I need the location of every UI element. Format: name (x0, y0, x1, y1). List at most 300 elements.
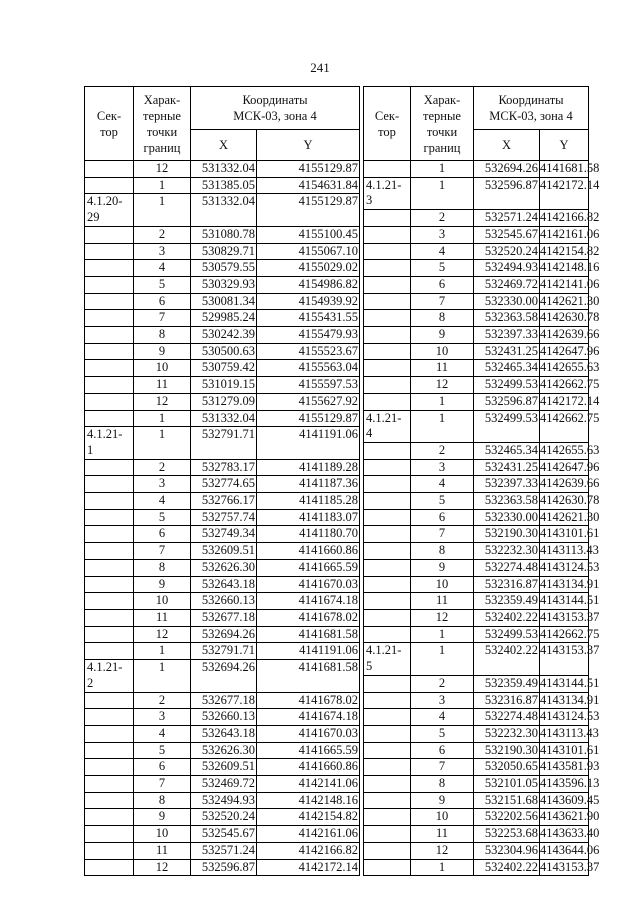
point-cell: 4 (411, 476, 474, 493)
point-cell: 7 (411, 293, 474, 310)
table-row (85, 809, 360, 826)
x-cell: 532397.33 (474, 327, 540, 344)
point-cell: 3 (134, 476, 191, 493)
table-row (85, 759, 360, 776)
y-cell: 4143153.37 (540, 643, 589, 675)
sector-cell (85, 509, 134, 526)
header-points (411, 87, 474, 161)
y-cell: 4142662.75 (540, 410, 589, 442)
table-row (364, 377, 589, 394)
point-cell: 2 (134, 459, 191, 476)
point-cell: 1 (134, 427, 191, 459)
x-cell: 532190.30 (474, 742, 540, 759)
sector-cell (85, 543, 134, 560)
table-row (364, 410, 589, 442)
table-row (85, 177, 360, 194)
point-cell: 9 (134, 576, 191, 593)
x-cell: 532232.30 (474, 543, 540, 560)
point-cell: 1 (411, 393, 474, 410)
sector-cell (85, 526, 134, 543)
sector-cell (85, 859, 134, 876)
y-cell: 4155597.53 (257, 377, 360, 394)
header-x: X (474, 130, 540, 161)
table-row (85, 593, 360, 610)
y-cell: 4143134.91 (540, 576, 589, 593)
point-cell: 2 (134, 226, 191, 243)
y-cell: 4143596.13 (540, 776, 589, 793)
y-cell: 4142662.75 (540, 377, 589, 394)
x-cell: 530759.42 (191, 360, 257, 377)
point-cell: 1 (134, 177, 191, 194)
x-cell: 532757.74 (191, 509, 257, 526)
sector-cell (364, 243, 411, 260)
table-row (85, 493, 360, 510)
x-cell: 532274.48 (474, 559, 540, 576)
x-cell: 532596.87 (191, 859, 257, 876)
sector-cell (364, 393, 411, 410)
y-cell: 4154939.92 (257, 293, 360, 310)
sector-cell (85, 826, 134, 843)
sector-cell (364, 593, 411, 610)
sector-cell (85, 609, 134, 626)
y-cell: 4155523.67 (257, 343, 360, 360)
point-cell: 1 (411, 626, 474, 643)
point-cell: 8 (134, 792, 191, 809)
x-cell: 532494.93 (474, 260, 540, 277)
sector-cell (85, 161, 134, 178)
table-row (364, 161, 589, 178)
y-cell: 4143144.51 (540, 675, 589, 692)
sector-cell (85, 842, 134, 859)
x-cell: 532304.96 (474, 842, 540, 859)
sector-cell (364, 377, 411, 394)
point-cell: 7 (411, 759, 474, 776)
x-cell: 532431.25 (474, 343, 540, 360)
y-cell: 4142621.30 (540, 293, 589, 310)
point-cell: 9 (411, 792, 474, 809)
y-cell: 4154631.84 (257, 177, 360, 194)
y-cell: 4155029.02 (257, 260, 360, 277)
table-row (364, 576, 589, 593)
x-cell: 532469.72 (191, 776, 257, 793)
point-cell: 6 (411, 742, 474, 759)
point-cell: 4 (411, 243, 474, 260)
sector-cell (364, 161, 411, 178)
y-cell: 4141681.58 (540, 161, 589, 178)
sector-cell (85, 742, 134, 759)
x-cell: 532609.51 (191, 543, 257, 560)
table-row (85, 310, 360, 327)
point-cell: 3 (134, 709, 191, 726)
table-row (364, 327, 589, 344)
y-cell: 4143101.61 (540, 526, 589, 543)
table-row (85, 559, 360, 576)
sector-cell (85, 243, 134, 260)
sector-cell (85, 226, 134, 243)
table-row (85, 377, 360, 394)
x-cell: 532397.33 (474, 476, 540, 493)
table-row (364, 792, 589, 809)
sector-cell (364, 442, 411, 459)
x-cell: 532677.18 (191, 692, 257, 709)
x-cell: 532643.18 (191, 576, 257, 593)
x-cell: 532596.87 (474, 177, 540, 209)
y-cell: 4143124.53 (540, 559, 589, 576)
point-cell: 2 (411, 442, 474, 459)
x-cell: 531332.04 (191, 410, 257, 427)
table-row (85, 293, 360, 310)
table-row (85, 243, 360, 260)
x-cell: 532626.30 (191, 742, 257, 759)
sector-cell (364, 310, 411, 327)
point-cell: 9 (411, 327, 474, 344)
point-cell: 2 (134, 692, 191, 709)
table-row (364, 343, 589, 360)
point-cell: 5 (411, 493, 474, 510)
sector-cell (364, 826, 411, 843)
sector-cell: 4.1.21- 3 (364, 177, 411, 209)
y-cell: 4155129.87 (257, 410, 360, 427)
y-cell: 4141674.18 (257, 709, 360, 726)
point-cell: 10 (411, 576, 474, 593)
x-cell: 530081.34 (191, 293, 257, 310)
header-y: Y (540, 130, 589, 161)
x-cell: 532330.00 (474, 509, 540, 526)
y-cell: 4143113.43 (540, 725, 589, 742)
x-cell: 532151.68 (474, 792, 540, 809)
point-cell: 8 (134, 327, 191, 344)
y-cell: 4143124.53 (540, 709, 589, 726)
x-cell: 530579.55 (191, 260, 257, 277)
table-row (364, 692, 589, 709)
point-cell: 3 (411, 692, 474, 709)
x-cell: 532316.87 (474, 576, 540, 593)
y-cell: 4141660.86 (257, 759, 360, 776)
sector-cell (364, 609, 411, 626)
sector-cell (364, 859, 411, 876)
table-row (85, 393, 360, 410)
table-row (364, 459, 589, 476)
table-row (364, 276, 589, 293)
table-row (364, 260, 589, 277)
point-cell: 7 (134, 310, 191, 327)
x-cell: 532545.67 (474, 226, 540, 243)
sector-cell (364, 543, 411, 560)
table-row (85, 476, 360, 493)
point-cell: 12 (134, 859, 191, 876)
y-cell: 4142172.14 (540, 393, 589, 410)
point-cell: 1 (411, 643, 474, 675)
y-cell: 4141185.28 (257, 493, 360, 510)
y-cell: 4142166.82 (257, 842, 360, 859)
sector-cell (85, 177, 134, 194)
y-cell: 4155100.45 (257, 226, 360, 243)
sector-cell (364, 692, 411, 709)
sector-cell (364, 210, 411, 227)
sector-cell (364, 776, 411, 793)
x-cell: 532749.34 (191, 526, 257, 543)
table-row (85, 692, 360, 709)
y-cell: 4143153.37 (540, 609, 589, 626)
x-cell: 532274.48 (474, 709, 540, 726)
x-cell: 530329.93 (191, 276, 257, 293)
sector-cell (85, 576, 134, 593)
table-row (85, 776, 360, 793)
table-row (85, 226, 360, 243)
y-cell: 4143153.37 (540, 859, 589, 876)
table-row (364, 559, 589, 576)
y-cell: 4155129.87 (257, 194, 360, 226)
sector-cell (85, 327, 134, 344)
point-cell: 10 (411, 809, 474, 826)
point-cell: 9 (134, 809, 191, 826)
point-cell: 7 (411, 526, 474, 543)
table-row (85, 609, 360, 626)
table-row (85, 826, 360, 843)
table-row (85, 194, 360, 226)
point-cell: 9 (411, 559, 474, 576)
sector-cell (85, 459, 134, 476)
point-cell: 7 (134, 776, 191, 793)
y-cell: 4155479.93 (257, 327, 360, 344)
sector-cell (85, 809, 134, 826)
point-cell: 8 (134, 559, 191, 576)
x-cell: 531332.04 (191, 161, 257, 178)
point-cell: 5 (411, 260, 474, 277)
x-cell: 531385.05 (191, 177, 257, 194)
x-cell: 532101.05 (474, 776, 540, 793)
x-cell: 532402.22 (474, 643, 540, 675)
header-coordinates-label: Координаты МСК-03, зона 4 (489, 93, 573, 123)
sector-cell (85, 725, 134, 742)
coordinates-table-right (363, 86, 600, 876)
x-cell: 532791.71 (191, 643, 257, 660)
table-row (364, 842, 589, 859)
sector-cell (85, 393, 134, 410)
y-cell: 4142141.06 (540, 276, 589, 293)
table-row (364, 226, 589, 243)
table-row (364, 310, 589, 327)
table-row (364, 293, 589, 310)
y-cell: 4142655.63 (540, 442, 589, 459)
header-sector-label: Сек- тор (96, 108, 122, 139)
table-row (364, 526, 589, 543)
sector-cell (85, 310, 134, 327)
sector-cell (364, 526, 411, 543)
sector-cell (85, 692, 134, 709)
sector-cell (364, 226, 411, 243)
y-cell: 4142647.96 (540, 459, 589, 476)
header-x: X (191, 130, 257, 161)
table-row (85, 792, 360, 809)
point-cell: 10 (411, 343, 474, 360)
sector-cell (85, 293, 134, 310)
point-cell: 12 (411, 377, 474, 394)
point-cell: 3 (411, 459, 474, 476)
x-cell: 530829.71 (191, 243, 257, 260)
point-cell: 6 (134, 759, 191, 776)
y-cell: 4141191.06 (257, 643, 360, 660)
sector-cell (85, 559, 134, 576)
x-cell: 532359.49 (474, 593, 540, 610)
x-cell: 532431.25 (474, 459, 540, 476)
table-row (364, 509, 589, 526)
header-points (134, 87, 191, 161)
point-cell: 8 (411, 776, 474, 793)
x-cell: 532609.51 (191, 759, 257, 776)
sector-cell (85, 260, 134, 277)
sector-cell (364, 276, 411, 293)
point-cell: 6 (134, 526, 191, 543)
sector-cell (85, 476, 134, 493)
table-row (85, 643, 360, 660)
x-cell: 532316.87 (474, 692, 540, 709)
x-cell: 532499.53 (474, 377, 540, 394)
table-row (364, 210, 589, 227)
point-cell: 12 (134, 393, 191, 410)
table-row (85, 459, 360, 476)
point-cell: 12 (411, 609, 474, 626)
x-cell: 532571.24 (191, 842, 257, 859)
page-number: 241 (310, 60, 330, 75)
x-cell: 532660.13 (191, 593, 257, 610)
y-cell: 4141681.58 (257, 660, 360, 692)
header-coordinates (474, 87, 589, 130)
table-row (85, 343, 360, 360)
table-row (364, 675, 589, 692)
sector-cell (364, 675, 411, 692)
sector-cell: 4.1.21- 4 (364, 410, 411, 442)
header-coordinates (191, 87, 360, 130)
x-cell: 532766.17 (191, 493, 257, 510)
table-row (85, 410, 360, 427)
table-row (364, 759, 589, 776)
x-cell: 532520.24 (191, 809, 257, 826)
table-row (85, 161, 360, 178)
point-cell: 3 (411, 226, 474, 243)
sector-cell (364, 709, 411, 726)
point-cell: 11 (134, 609, 191, 626)
point-cell: 1 (134, 660, 191, 692)
point-cell: 6 (411, 509, 474, 526)
point-cell: 4 (411, 709, 474, 726)
table-row (364, 776, 589, 793)
point-cell: 1 (411, 410, 474, 442)
table-row (85, 327, 360, 344)
sector-cell (364, 576, 411, 593)
x-cell: 529985.24 (191, 310, 257, 327)
header-sector (85, 87, 134, 161)
x-cell: 532694.26 (191, 660, 257, 692)
point-cell: 12 (411, 842, 474, 859)
y-cell: 4142662.75 (540, 626, 589, 643)
sector-cell (85, 377, 134, 394)
x-cell: 531080.78 (191, 226, 257, 243)
y-cell: 4142154.82 (257, 809, 360, 826)
point-cell: 3 (134, 243, 191, 260)
sector-cell (364, 459, 411, 476)
table-row (85, 260, 360, 277)
x-cell: 532402.22 (474, 859, 540, 876)
table-row (85, 509, 360, 526)
y-cell: 4155129.87 (257, 161, 360, 178)
point-cell: 8 (411, 310, 474, 327)
table-row (364, 593, 589, 610)
y-cell: 4141678.02 (257, 609, 360, 626)
table-row (364, 709, 589, 726)
point-cell: 10 (134, 826, 191, 843)
x-cell: 532190.30 (474, 526, 540, 543)
point-cell: 1 (134, 194, 191, 226)
table-row (364, 543, 589, 560)
point-cell: 1 (411, 161, 474, 178)
sector-cell (364, 842, 411, 859)
y-cell: 4141187.36 (257, 476, 360, 493)
sector-cell (85, 626, 134, 643)
sector-cell (85, 759, 134, 776)
y-cell: 4143581.93 (540, 759, 589, 776)
table-row (85, 526, 360, 543)
y-cell: 4141670.03 (257, 725, 360, 742)
table-row (85, 742, 360, 759)
y-cell: 4143113.43 (540, 543, 589, 560)
y-cell: 4142161.06 (257, 826, 360, 843)
sector-cell (364, 327, 411, 344)
point-cell: 11 (134, 377, 191, 394)
x-cell: 532494.93 (191, 792, 257, 809)
y-cell: 4155627.92 (257, 393, 360, 410)
table-row (364, 442, 589, 459)
y-cell: 4155067.10 (257, 243, 360, 260)
point-cell: 1 (411, 177, 474, 209)
x-cell: 532677.18 (191, 609, 257, 626)
y-cell: 4143134.91 (540, 692, 589, 709)
table-row (364, 725, 589, 742)
x-cell: 532643.18 (191, 725, 257, 742)
x-cell: 532774.65 (191, 476, 257, 493)
y-cell: 4142647.96 (540, 343, 589, 360)
x-cell: 532694.26 (191, 626, 257, 643)
table-row (364, 243, 589, 260)
point-cell: 10 (134, 360, 191, 377)
table-row (364, 626, 589, 643)
y-cell: 4142161.06 (540, 226, 589, 243)
y-cell: 4155563.04 (257, 360, 360, 377)
y-cell: 4142141.06 (257, 776, 360, 793)
x-cell: 532363.58 (474, 493, 540, 510)
sector-cell (364, 742, 411, 759)
x-cell: 532330.00 (474, 293, 540, 310)
y-cell: 4143609.45 (540, 792, 589, 809)
table-row (364, 393, 589, 410)
point-cell: 5 (134, 742, 191, 759)
point-cell: 1 (134, 643, 191, 660)
y-cell: 4154986.82 (257, 276, 360, 293)
point-cell: 5 (411, 725, 474, 742)
table-row (364, 360, 589, 377)
sector-cell (85, 643, 134, 660)
sector-cell (364, 293, 411, 310)
sector-cell (85, 493, 134, 510)
point-cell: 12 (134, 161, 191, 178)
table-row (364, 742, 589, 759)
x-cell: 532050.65 (474, 759, 540, 776)
table-row (364, 609, 589, 626)
x-cell: 532499.53 (474, 410, 540, 442)
x-cell: 532469.72 (474, 276, 540, 293)
point-cell: 2 (411, 210, 474, 227)
y-cell: 4142148.16 (540, 260, 589, 277)
